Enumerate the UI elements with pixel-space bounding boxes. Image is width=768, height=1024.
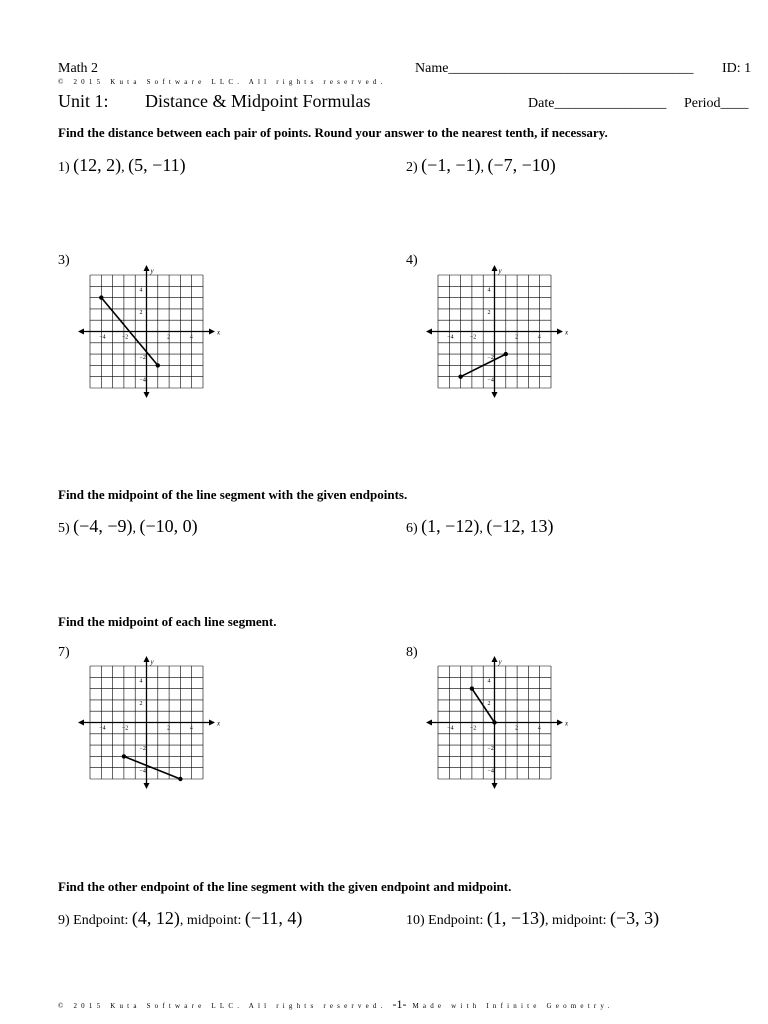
midpoint-value: (−11, 4) bbox=[244, 908, 303, 928]
segment-endpoint bbox=[492, 720, 496, 724]
x-axis-arrow-right bbox=[557, 720, 563, 726]
tick-label-y: −4 bbox=[139, 768, 146, 775]
tick-label-x: 2 bbox=[515, 725, 519, 732]
tick-label-y: 2 bbox=[139, 700, 143, 707]
date-field[interactable]: Date________________ bbox=[528, 96, 667, 111]
tick-label-y: 4 bbox=[139, 678, 143, 685]
course-label: Math 2 bbox=[58, 61, 99, 76]
x-axis-label: x bbox=[565, 328, 569, 337]
x-axis-arrow-left bbox=[78, 329, 84, 335]
graph-problem-4 bbox=[426, 265, 569, 410]
tick-label-y: −2 bbox=[487, 355, 494, 362]
point-a: (12, 2) bbox=[73, 155, 122, 175]
x-axis-label: x bbox=[217, 328, 221, 337]
footer bbox=[58, 997, 614, 1012]
y-axis-label: y bbox=[150, 658, 154, 666]
segment-endpoint bbox=[470, 686, 474, 690]
problem-6: 6) (1, −12), (−12, 13) bbox=[406, 516, 554, 536]
tick-label-y: −2 bbox=[487, 746, 494, 753]
x-axis-arrow-right bbox=[209, 329, 215, 335]
midpoint-value: (−3, 3) bbox=[610, 908, 660, 928]
tick-label-x: 2 bbox=[515, 334, 519, 341]
tick-label-y: 4 bbox=[487, 678, 491, 685]
point-b: (−10, 0) bbox=[139, 516, 198, 536]
tick-label-x: −4 bbox=[99, 725, 106, 732]
tick-label-y: 2 bbox=[487, 700, 491, 707]
endpoint-label: Endpoint: bbox=[73, 913, 129, 928]
tick-label-y: 4 bbox=[139, 287, 143, 294]
segment-endpoint bbox=[504, 352, 508, 356]
y-axis-label: y bbox=[150, 267, 154, 275]
tick-label-x: −2 bbox=[121, 725, 129, 732]
tick-label-y: −4 bbox=[139, 377, 146, 384]
midpoint-label: midpoint: bbox=[552, 913, 607, 928]
segment-endpoint bbox=[99, 295, 103, 299]
y-axis-arrow-down bbox=[492, 783, 498, 789]
endpoint-label: Endpoint: bbox=[428, 913, 484, 928]
footer-made-with: Made with Infinite Geometry. bbox=[412, 1002, 614, 1010]
y-axis-arrow-down bbox=[492, 392, 498, 398]
problem-number: 5) bbox=[58, 521, 70, 536]
point-b: (−7, −10) bbox=[487, 155, 556, 175]
problem-number: 9) bbox=[58, 913, 70, 928]
problem-7-number: 7) bbox=[58, 645, 70, 660]
instruction-distance: Find the distance between each pair of points. Round your answer to the nearest tenth, if necessary. bbox=[58, 125, 608, 140]
midpoint-label: midpoint: bbox=[186, 913, 242, 928]
segment-endpoint bbox=[178, 777, 182, 781]
tick-label-y: 2 bbox=[487, 309, 491, 316]
tick-label-x: −2 bbox=[121, 334, 129, 341]
tick-label-y: −4 bbox=[487, 768, 494, 775]
tick-label-x: −2 bbox=[469, 334, 477, 341]
point-b: (5, −11) bbox=[128, 155, 186, 175]
point-a: (−4, −9) bbox=[73, 516, 133, 536]
segment-endpoint bbox=[122, 754, 126, 758]
page-number: -1- bbox=[392, 997, 407, 1011]
problem-2: 2) (−1, −1), (−7, −10) bbox=[406, 155, 556, 175]
problem-number: 10) bbox=[406, 913, 425, 928]
segment-endpoint bbox=[458, 375, 462, 379]
header-copyright: © 2015 Kuta Software LLC. All rights reserved. bbox=[58, 78, 387, 86]
instruction-midpoint-segment: Find the midpoint of each line segment. bbox=[58, 614, 277, 629]
tick-label-y: 4 bbox=[487, 287, 491, 294]
instruction-midpoint-endpoints: Find the midpoint of the line segment with the given endpoints. bbox=[58, 487, 408, 502]
tick-label-y: −2 bbox=[139, 746, 146, 753]
y-axis-arrow-up bbox=[492, 656, 498, 662]
tick-label-y: −2 bbox=[139, 355, 146, 362]
y-axis-arrow-down bbox=[144, 783, 150, 789]
point-a: (1, −12) bbox=[421, 516, 480, 536]
point-b: (−12, 13) bbox=[486, 516, 554, 536]
tick-label-x: −4 bbox=[447, 725, 454, 732]
x-axis-arrow-right bbox=[557, 329, 563, 335]
tick-label-x: 4 bbox=[537, 334, 541, 341]
id-label: ID: 1 bbox=[722, 61, 752, 76]
problem-4-number: 4) bbox=[406, 253, 418, 268]
y-axis-arrow-down bbox=[144, 392, 150, 398]
problem-8-number: 8) bbox=[406, 645, 418, 660]
problem-10: 10) Endpoint: (1, −13), midpoint: (−3, 3) bbox=[406, 908, 660, 928]
point-a: (−1, −1) bbox=[421, 155, 481, 175]
graph-problem-3 bbox=[78, 265, 221, 410]
x-axis-label: x bbox=[565, 719, 569, 728]
tick-label-x: −2 bbox=[469, 725, 477, 732]
instruction-other-endpoint: Find the other endpoint of the line segment with the given endpoint and midpoint. bbox=[58, 879, 512, 894]
tick-label-x: 4 bbox=[189, 334, 193, 341]
unit-title: Distance & Midpoint Formulas bbox=[145, 91, 371, 111]
tick-label-x: 2 bbox=[167, 725, 171, 732]
problem-1: 1) (12, 2), (5, −11) bbox=[58, 155, 186, 175]
tick-label-x: 2 bbox=[167, 334, 171, 341]
problem-3-number: 3) bbox=[58, 253, 70, 268]
footer-copyright: © 2015 Kuta Software LLC. All rights reserved. bbox=[58, 1002, 387, 1010]
problem-5: 5) (−4, −9), (−10, 0) bbox=[58, 516, 198, 536]
x-axis-arrow-right bbox=[209, 720, 215, 726]
y-axis-arrow-up bbox=[144, 265, 150, 271]
x-axis-arrow-left bbox=[426, 720, 432, 726]
x-axis-label: x bbox=[217, 719, 221, 728]
y-axis-label: y bbox=[498, 267, 502, 275]
unit-number: Unit 1: bbox=[58, 91, 109, 111]
x-axis-arrow-left bbox=[426, 329, 432, 335]
tick-label-x: −4 bbox=[99, 334, 106, 341]
graph-problem-7 bbox=[78, 656, 221, 801]
problem-number: 6) bbox=[406, 521, 418, 536]
endpoint-value: (1, −13) bbox=[486, 908, 546, 928]
tick-label-x: 4 bbox=[537, 725, 541, 732]
segment-endpoint bbox=[156, 363, 160, 367]
period-field[interactable]: Period____ bbox=[684, 96, 749, 111]
graph-problem-8 bbox=[426, 656, 569, 801]
tick-label-y: 2 bbox=[139, 309, 143, 316]
endpoint-value: (4, 12) bbox=[131, 908, 180, 928]
problem-9: 9) Endpoint: (4, 12), midpoint: (−11, 4) bbox=[58, 908, 303, 928]
tick-label-x: −4 bbox=[447, 334, 454, 341]
y-axis-label: y bbox=[498, 658, 502, 666]
tick-label-y: −4 bbox=[487, 377, 494, 384]
problem-number: 2) bbox=[406, 160, 418, 175]
tick-label-x: 4 bbox=[189, 725, 193, 732]
problem-number: 1) bbox=[58, 160, 70, 175]
name-field[interactable]: Name___________________________________ bbox=[415, 61, 694, 76]
y-axis-arrow-up bbox=[492, 265, 498, 271]
y-axis-arrow-up bbox=[144, 656, 150, 662]
x-axis-arrow-left bbox=[78, 720, 84, 726]
